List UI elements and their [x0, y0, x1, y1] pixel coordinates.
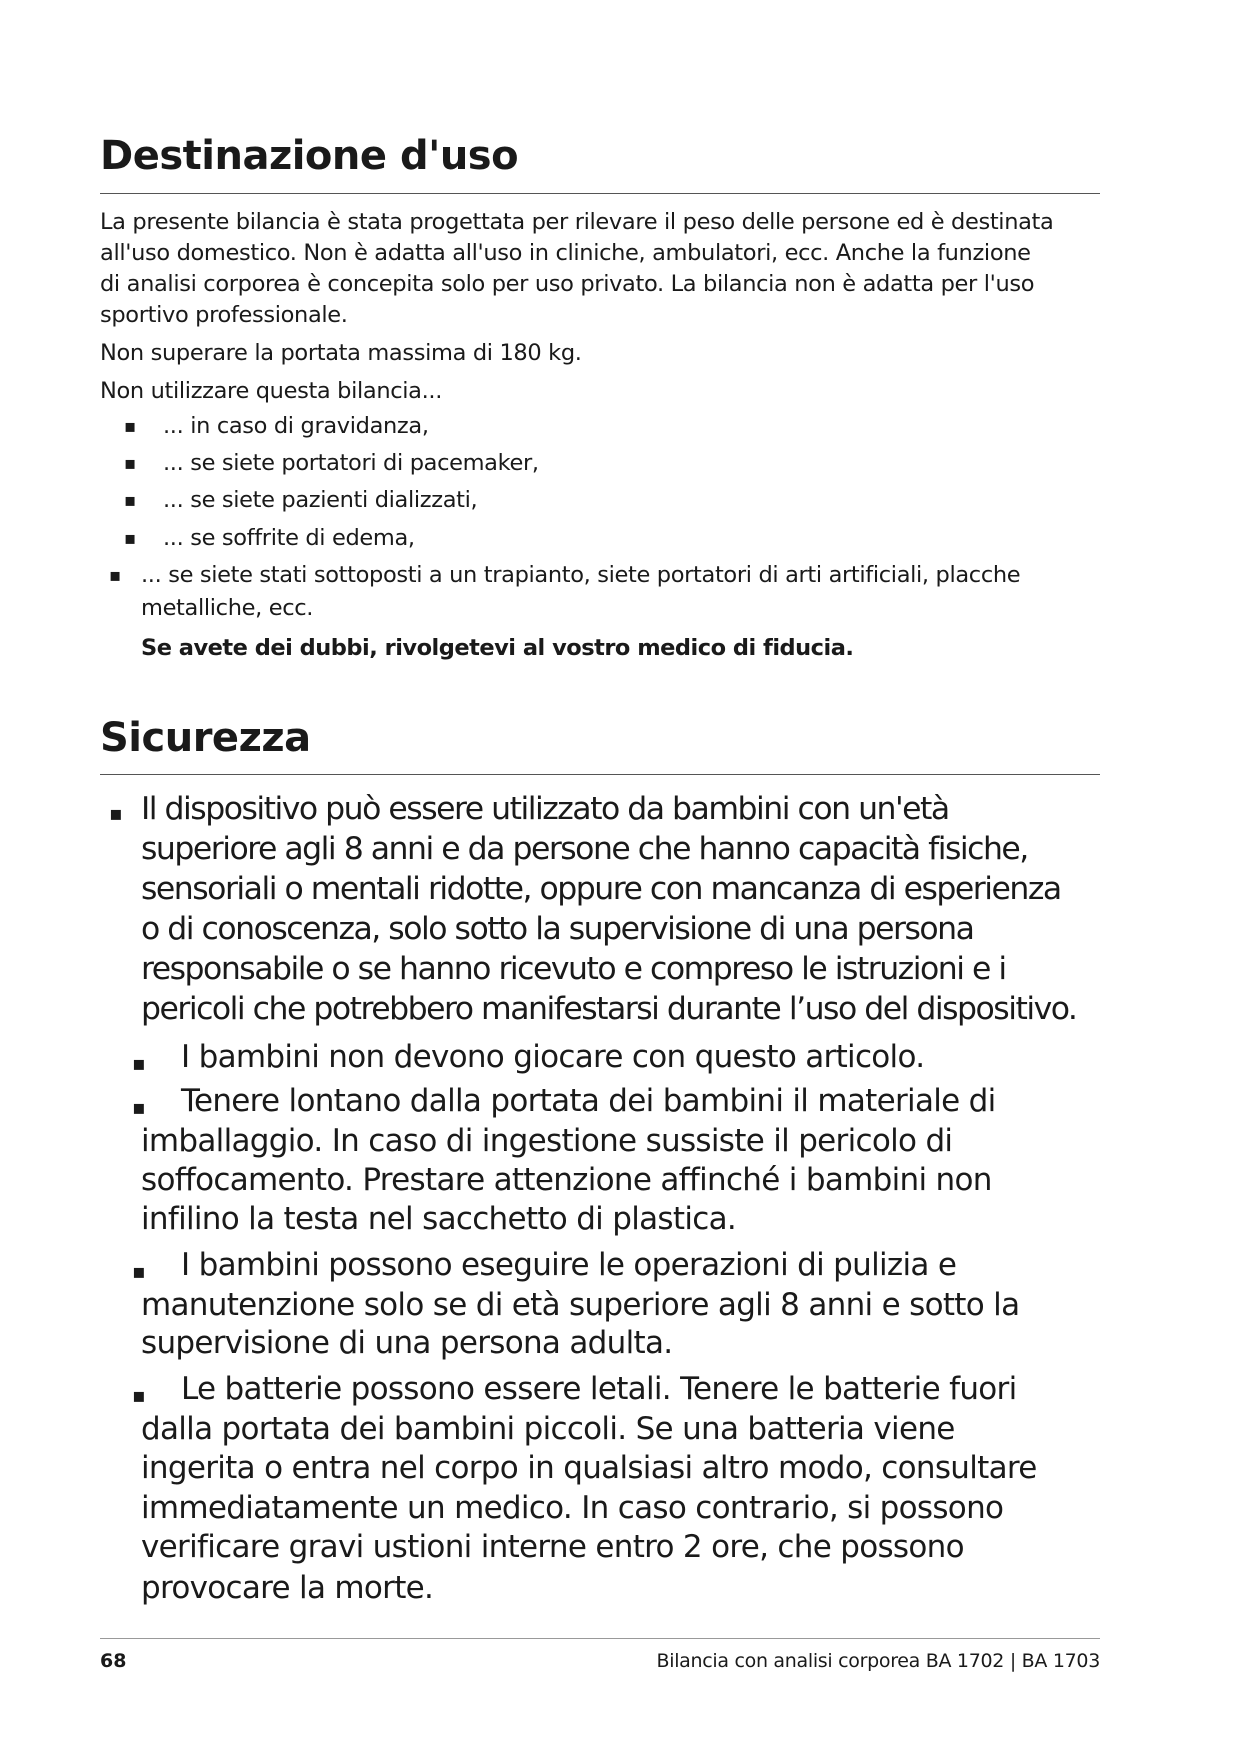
list-item: ... se siete portatori di pacemaker, — [163, 450, 539, 476]
safety-item-1-line: superiore agli 8 anni e da persone che hanno capacità fisiche, — [141, 831, 1028, 867]
safety-item-5-line: immediatamente un medico. In caso contrario, si possono — [141, 1490, 1004, 1526]
safety-item-4-line: supervisione di una persona adulta. — [141, 1325, 673, 1361]
safety-item-1-line: o di conoscenza, solo sotto la supervisione di una persona — [141, 911, 974, 947]
list-item: ... se siete pazienti dializzati, — [163, 487, 478, 513]
bullet-marker: ▪ — [124, 528, 137, 549]
section-title-safety: Sicurezza — [100, 715, 311, 761]
bullet-marker: ▪ — [124, 416, 137, 437]
safety-item-1-line: Il dispositivo può essere utilizzato da bambini con un'età — [141, 791, 949, 827]
footer-document-title: Bilancia con analisi corporea BA 1702 | BA 1703 — [656, 1650, 1100, 1672]
safety-item-5-line: verificare gravi ustioni interne entro 2 ore, che possono — [141, 1529, 964, 1565]
doctor-advice-note: Se avete dei dubbi, rivolgetevi al vostro medico di fiducia. — [141, 635, 854, 661]
safety-item-3-line: infilino la testa nel sacchetto di plastica. — [141, 1201, 737, 1237]
safety-item-3-line: Tenere lontano dalla portata dei bambini il materiale di — [181, 1083, 996, 1119]
bullet-marker: ▪ — [132, 1051, 146, 1075]
safety-item-2: I bambini non devono giocare con questo articolo. — [181, 1039, 925, 1075]
list-item: ... se soffrite di edema, — [163, 525, 415, 551]
bullet-marker: ▪ — [124, 453, 137, 474]
safety-item-3-line: imballaggio. In caso di ingestione sussiste il pericolo di — [141, 1123, 953, 1159]
paragraph-line: La presente bilancia è stata progettata per rilevare il peso delle persone ed è destinata — [100, 209, 1054, 235]
safety-item-5-line: provocare la morte. — [141, 1570, 434, 1606]
paragraph-line: sportivo professionale. — [100, 302, 348, 328]
footer-divider — [100, 1638, 1100, 1639]
bullet-marker: ▪ — [132, 1383, 146, 1407]
bullet-marker: ▪ — [132, 1095, 146, 1119]
safety-item-1-line: pericoli che potrebbero manifestarsi durante l’uso del dispositivo. — [141, 991, 1077, 1027]
bullet-marker: ▪ — [109, 565, 122, 586]
safety-item-4-line: manutenzione solo se di età superiore agli 8 anni e sotto la — [141, 1287, 1020, 1323]
paragraph-line: di analisi corporea è concepita solo per uso privato. La bilancia non è adatta per l'uso — [100, 271, 1035, 297]
safety-item-1-line: responsabile o se hanno ricevuto e compreso le istruzioni e i — [141, 951, 1006, 987]
list-item: ... se siete stati sottoposti a un trapianto, siete portatori di arti artificiali, placche — [141, 562, 1021, 588]
section-divider — [100, 774, 1100, 775]
bullet-marker: ▪ — [124, 490, 137, 511]
paragraph-line: all'uso domestico. Non è adatta all'uso in cliniche, ambulatori, ecc. Anche la funzione — [100, 240, 1031, 266]
bullet-marker: ▪ — [109, 801, 123, 825]
section-title-intended-use: Destinazione d'uso — [100, 133, 519, 179]
safety-item-5-line: Le batterie possono essere letali. Tenere le batterie fuori — [181, 1371, 1017, 1407]
contraindications-intro: Non utilizzare questa bilancia... — [100, 378, 443, 404]
max-load-note: Non superare la portata massima di 180 kg. — [100, 340, 582, 366]
bullet-marker: ▪ — [132, 1259, 146, 1283]
safety-item-3-line: soffocamento. Prestare attenzione affinché i bambini non — [141, 1162, 992, 1198]
page-number: 68 — [100, 1650, 127, 1672]
safety-item-5-line: ingerita o entra nel corpo in qualsiasi altro modo, consultare — [141, 1450, 1037, 1486]
list-item-continuation: metalliche, ecc. — [141, 595, 314, 621]
list-item: ... in caso di gravidanza, — [163, 413, 429, 439]
safety-item-4-line: I bambini possono eseguire le operazioni di pulizia e — [181, 1247, 957, 1283]
safety-item-5-line: dalla portata dei bambini piccoli. Se una batteria viene — [141, 1411, 955, 1447]
safety-item-1-line: sensoriali o mentali ridotte, oppure con mancanza di esperienza — [141, 871, 1061, 907]
section-divider — [100, 193, 1100, 194]
